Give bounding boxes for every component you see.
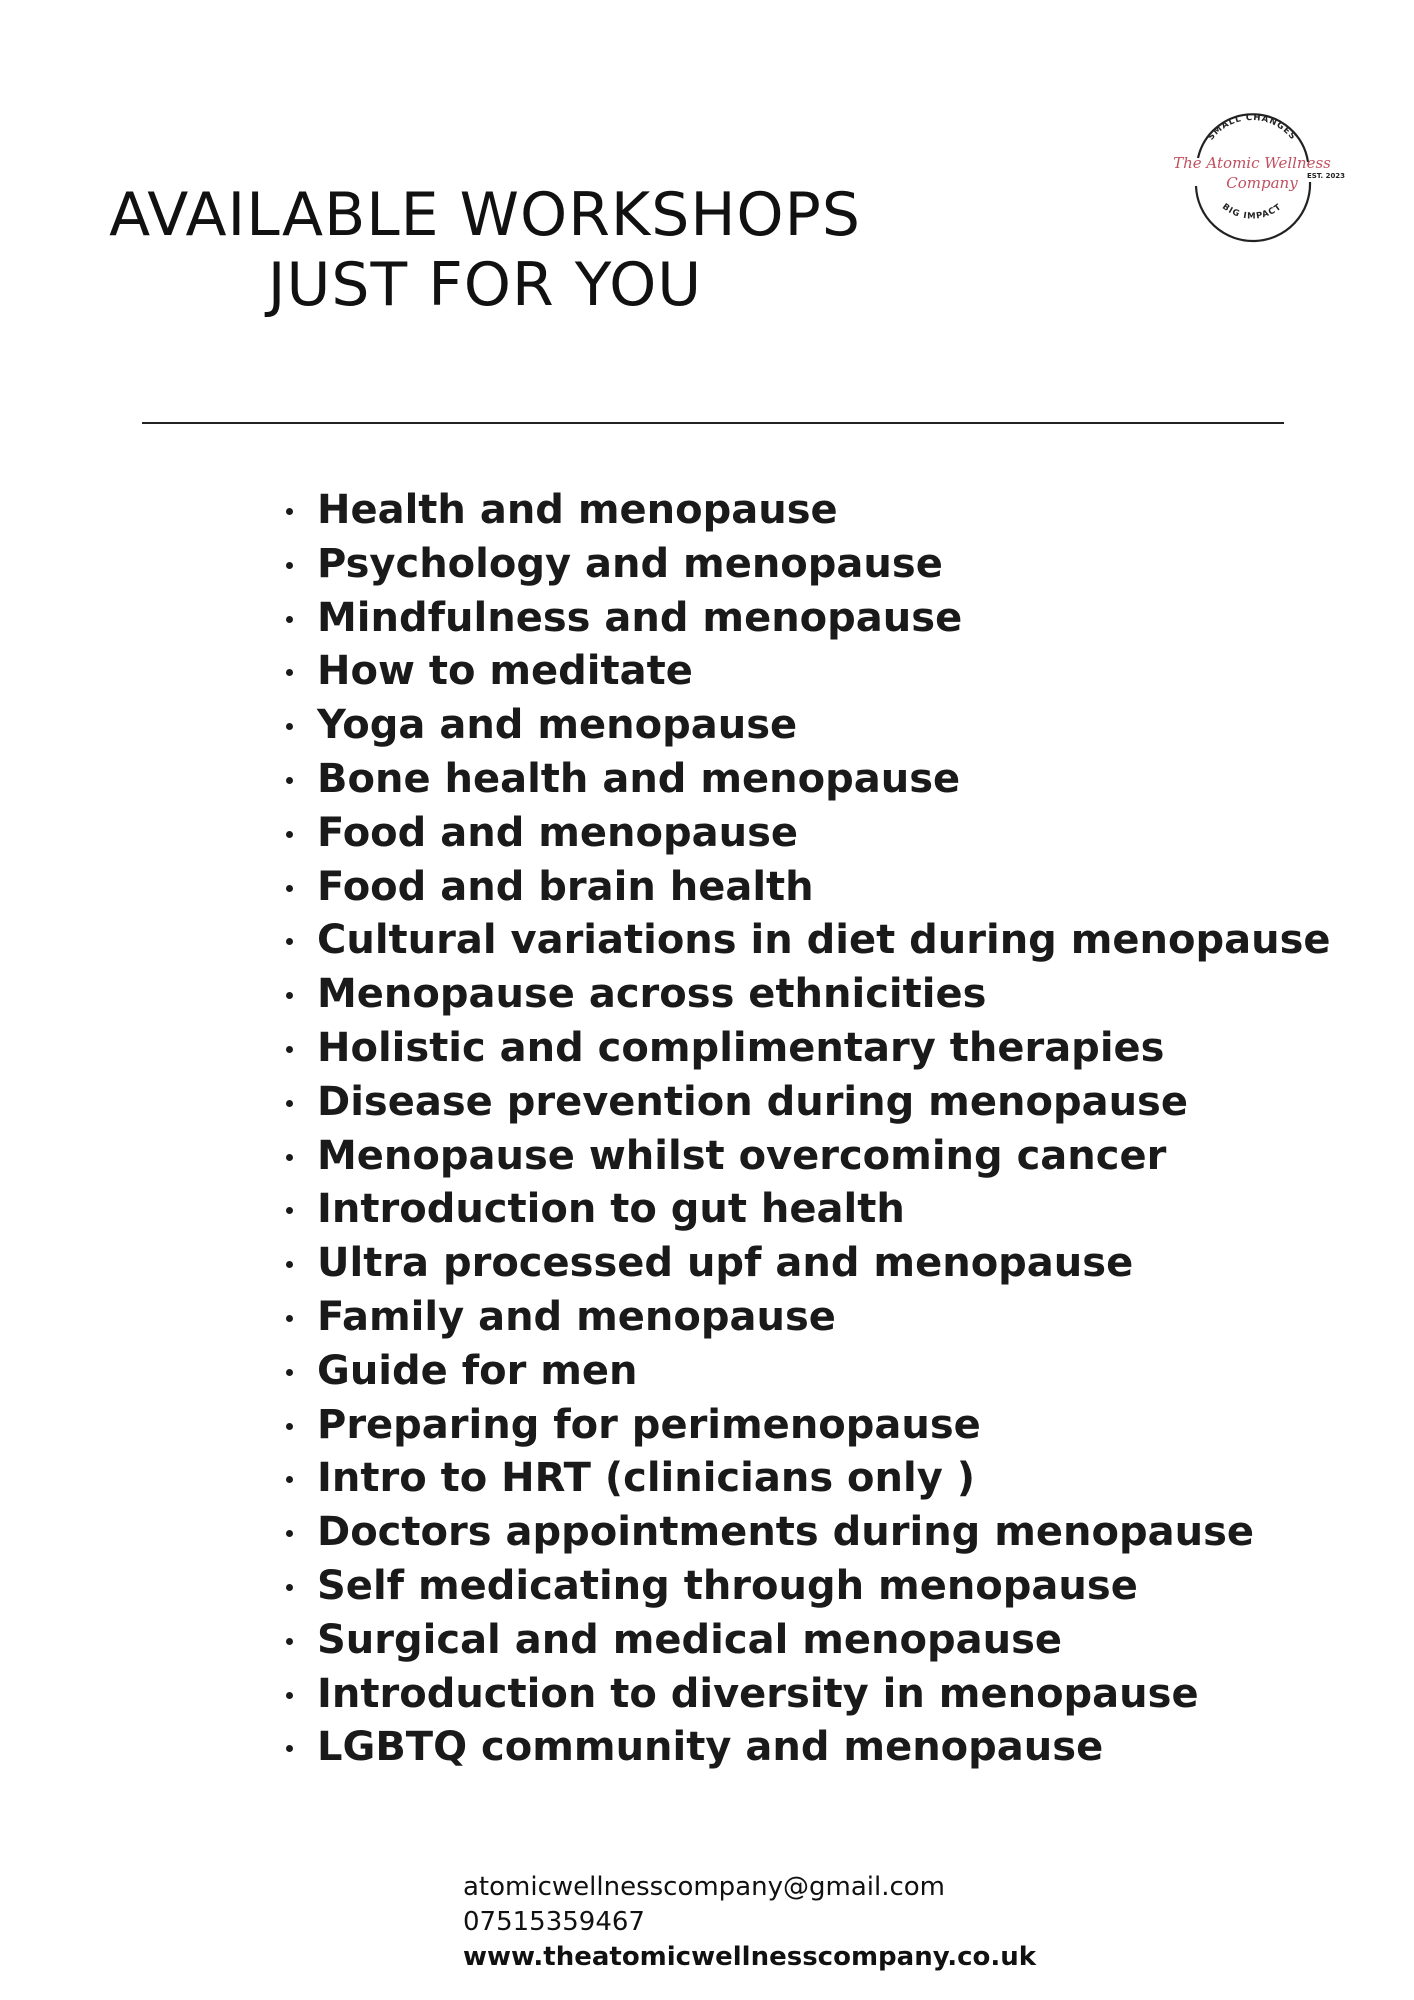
workshop-title: Ultra processed upf and menopause xyxy=(317,1240,1134,1287)
workshop-list-item xyxy=(284,1560,1331,1614)
workshop-title: Intro to HRT (clinicians only ) xyxy=(317,1455,976,1502)
workshop-title: Introduction to diversity in menopause xyxy=(317,1670,1199,1717)
workshop-list-item xyxy=(284,1668,1331,1722)
workshop-list-item xyxy=(284,1721,1331,1775)
workshop-list-item xyxy=(284,484,1331,538)
bullet-icon xyxy=(286,616,293,623)
workshop-list-item xyxy=(284,592,1331,646)
page-title xyxy=(70,180,900,320)
workshop-title: Mindfulness and menopause xyxy=(317,594,963,641)
bullet-icon xyxy=(286,723,293,730)
workshop-list-item xyxy=(284,1614,1331,1668)
workshop-title: Holistic and complimentary therapies xyxy=(317,1024,1165,1071)
bullet-icon xyxy=(286,1315,293,1322)
workshop-title: Doctors appointments during menopause xyxy=(317,1509,1255,1556)
workshop-list-item xyxy=(284,538,1331,592)
bullet-icon xyxy=(286,1476,293,1483)
bullet-icon xyxy=(286,777,293,784)
bullet-icon xyxy=(286,1207,293,1214)
bullet-icon xyxy=(286,1100,293,1107)
contact-email: atomicwellnesscompany@gmail.com xyxy=(463,1872,945,1902)
workshop-title: Bone health and menopause xyxy=(317,755,961,802)
workshop-list-item xyxy=(284,968,1331,1022)
workshop-list-item xyxy=(284,645,1331,699)
bullet-icon xyxy=(286,1423,293,1430)
workshop-list-item xyxy=(284,1130,1331,1184)
contact-info xyxy=(463,1870,1036,1975)
bullet-icon xyxy=(286,1530,293,1537)
bullet-icon xyxy=(286,992,293,999)
workshop-title: LGBTQ community and menopause xyxy=(317,1724,1104,1771)
logo-top-text: SMALL CHANGES xyxy=(1206,112,1298,143)
workshop-title: How to meditate xyxy=(317,648,693,695)
workshop-list-item xyxy=(284,1345,1331,1399)
bullet-icon xyxy=(286,669,293,676)
workshop-list-item xyxy=(284,1452,1331,1506)
workshop-list-item xyxy=(284,1076,1331,1130)
workshop-list-item xyxy=(284,1506,1331,1560)
bullet-icon xyxy=(286,938,293,945)
logo-est-text: EST. 2023 xyxy=(1306,172,1346,180)
workshop-list-item xyxy=(284,861,1331,915)
workshop-title: Health and menopause xyxy=(317,487,838,533)
workshop-list-item xyxy=(284,914,1331,968)
page-title-line-1: AVAILABLE WORKSHOPS xyxy=(109,180,861,250)
workshop-list-item xyxy=(284,1291,1331,1345)
bullet-icon xyxy=(286,1745,293,1752)
workshop-title: Surgical and medical menopause xyxy=(317,1616,1063,1663)
workshop-list-item xyxy=(284,1022,1331,1076)
bullet-icon xyxy=(286,1261,293,1268)
page-title-line-2: JUST FOR YOU xyxy=(267,250,703,320)
workshop-list-item xyxy=(284,1237,1331,1291)
section-divider xyxy=(142,422,1284,424)
contact-website: www.theatomicwellnesscompany.co.uk xyxy=(463,1942,1037,1972)
workshop-title: Disease prevention during menopause xyxy=(317,1078,1188,1125)
bullet-icon xyxy=(286,1638,293,1645)
workshop-list-item xyxy=(284,753,1331,807)
workshop-list-item xyxy=(284,699,1331,753)
workshop-list-item xyxy=(284,1399,1331,1453)
workshop-title: Cultural variations in diet during menopause xyxy=(317,917,1331,964)
bullet-icon xyxy=(286,1584,293,1591)
workshop-list-item xyxy=(284,1183,1331,1237)
workshop-title: Food and menopause xyxy=(317,809,799,856)
bullet-icon xyxy=(286,1154,293,1161)
workshop-title: Menopause whilst overcoming cancer xyxy=(317,1132,1167,1179)
workshop-title: Guide for men xyxy=(317,1347,638,1394)
contact-phone: 07515359467 xyxy=(463,1907,645,1937)
bullet-icon xyxy=(286,1369,293,1376)
bullet-icon xyxy=(286,1046,293,1053)
workshop-title: Yoga and menopause xyxy=(317,702,798,749)
bullet-icon xyxy=(286,885,293,892)
workshop-title: Self medicating through menopause xyxy=(317,1562,1138,1609)
workshop-title: Psychology and menopause xyxy=(317,540,943,587)
workshop-title: Family and menopause xyxy=(317,1293,836,1340)
company-logo xyxy=(1150,90,1350,250)
workshop-title: Introduction to gut health xyxy=(317,1186,905,1233)
workshop-list-item xyxy=(284,807,1331,861)
workshop-list xyxy=(284,484,1331,1775)
logo-brand-line-2: Company xyxy=(1226,174,1298,192)
workshop-title: Preparing for perimenopause xyxy=(317,1401,981,1448)
bullet-icon xyxy=(286,1692,293,1699)
logo-bottom-text: BIG IMPACT xyxy=(1220,201,1284,222)
bullet-icon xyxy=(286,508,293,515)
bullet-icon xyxy=(286,562,293,569)
workshop-title: Menopause across ethnicities xyxy=(317,971,987,1018)
bullet-icon xyxy=(286,831,293,838)
workshop-title: Food and brain health xyxy=(317,863,814,910)
logo-brand-line-1: The Atomic Wellness xyxy=(1173,154,1331,172)
